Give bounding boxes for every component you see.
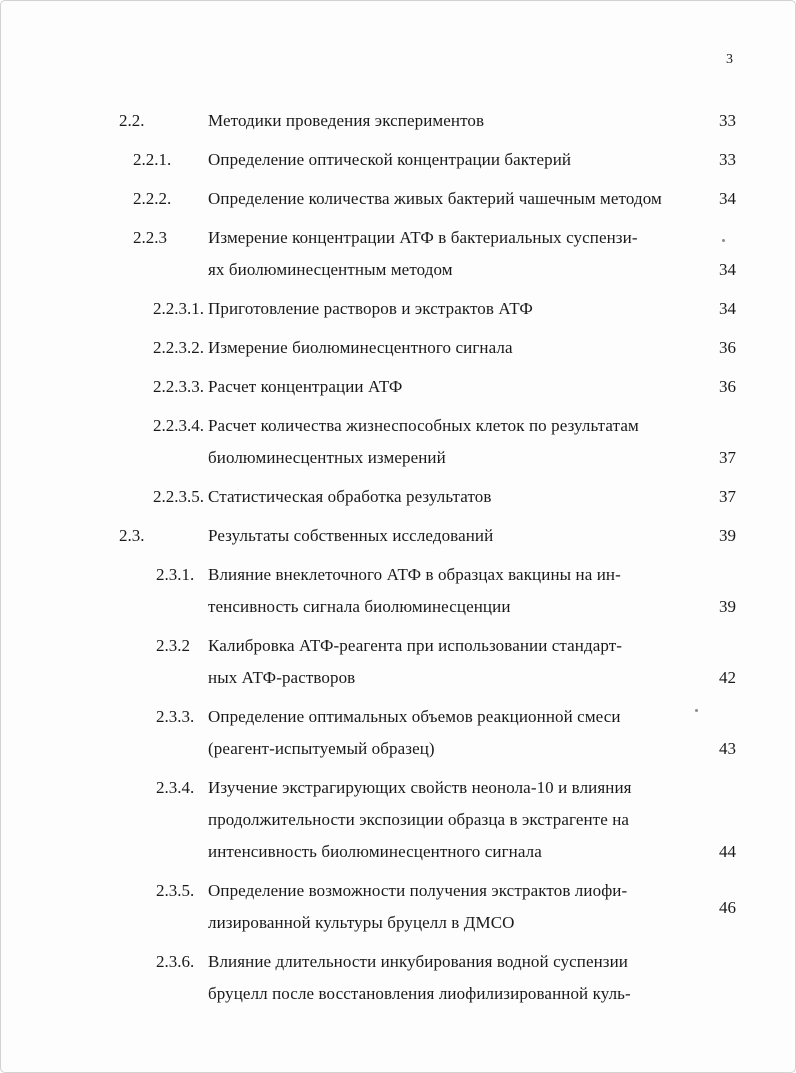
entry-title — [208, 183, 705, 215]
entry-title — [208, 481, 705, 513]
entry-page-ref: 44 — [719, 842, 736, 861]
entry-title — [208, 332, 705, 364]
table-of-contents — [1, 105, 795, 1017]
entry-text-line: продолжительности экспозиции образца в экстрагенте на — [208, 810, 630, 829]
entry-number: 2.3.6. — [156, 952, 195, 971]
entry-number: 2.2.3.5. — [153, 487, 204, 506]
entry-title — [208, 371, 705, 403]
entry-number: 2.3.5. — [156, 881, 195, 900]
entry-page-ref: 34 — [719, 260, 736, 279]
entry-number: 2.2.3.2. — [153, 338, 204, 357]
entry-title — [208, 875, 705, 939]
toc-entry — [1, 183, 795, 215]
entry-title — [208, 410, 705, 474]
entry-text-line: Расчет концентрации АТФ — [208, 377, 403, 396]
scan-artifact-dot — [722, 239, 725, 242]
entry-title — [208, 946, 705, 1010]
page-number: 3 — [726, 52, 733, 67]
entry-title — [208, 559, 705, 623]
entry-text-line: интенсивность биолюминесцентного сигнала — [208, 842, 542, 861]
entry-text-line: бруцелл после восстановления лиофилизированной куль- — [208, 984, 631, 1003]
entry-text-line: (реагент-испытуемый образец) — [208, 739, 435, 758]
entry-number: 2.2.3 — [133, 228, 167, 247]
entry-title — [208, 293, 705, 325]
toc-entry — [1, 222, 795, 286]
entry-title — [208, 222, 705, 286]
entry-text-line: Влияние длительности инкубирования водной суспензии — [208, 952, 628, 971]
entry-page-ref: 34 — [719, 189, 736, 208]
toc-entry — [1, 946, 795, 1010]
entry-number: 2.3.4. — [156, 778, 195, 797]
entry-title — [208, 630, 705, 694]
entry-page-ref: 42 — [719, 668, 736, 687]
entry-text-line: Определение оптимальных объемов реакционной смеси — [208, 707, 621, 726]
entry-title — [208, 701, 705, 765]
entry-text-line: биолюминесцентных измерений — [208, 448, 446, 467]
entry-text-line: лизированной культуры бруцелл в ДМСО — [208, 913, 515, 932]
toc-entry — [1, 105, 795, 137]
entry-text-line: Влияние внеклеточного АТФ в образцах вакцины на ин- — [208, 565, 621, 584]
entry-text-line: Определение количества живых бактерий чашечным методом — [208, 189, 662, 208]
entry-text-line: Расчет количества жизнеспособных клеток по результатам — [208, 416, 639, 435]
entry-title — [208, 772, 705, 868]
entry-text-line: Приготовление растворов и экстрактов АТФ — [208, 299, 533, 318]
entry-text-line: Методики проведения экспериментов — [208, 111, 485, 130]
toc-entry — [1, 559, 795, 623]
toc-entry — [1, 144, 795, 176]
toc-entry — [1, 875, 795, 939]
entry-page-ref: 37 — [719, 448, 736, 467]
toc-entry — [1, 520, 795, 552]
entry-page-ref: 33 — [719, 150, 736, 169]
entry-text-line: Изучение экстрагирующих свойств неонола-10 и влияния — [208, 778, 632, 797]
toc-entry — [1, 701, 795, 765]
entry-text-line: Определение оптической концентрации бактерий — [208, 150, 572, 169]
entry-text-line: Статистическая обработка результатов — [208, 487, 492, 506]
entry-number: 2.2.3.4. — [153, 416, 204, 435]
entry-page-ref: 36 — [719, 377, 736, 396]
entry-page-ref: 36 — [719, 338, 736, 357]
entry-text-line: тенсивность сигнала биолюминесценции — [208, 597, 511, 616]
entry-title — [208, 144, 705, 176]
entry-number: 2.3. — [119, 526, 145, 545]
toc-entry — [1, 371, 795, 403]
toc-entry — [1, 772, 795, 868]
entry-text-line: Измерение концентрации АТФ в бактериальных суспензи- — [208, 228, 638, 247]
entry-number: 2.2.2. — [133, 189, 172, 208]
entry-number: 2.2.3.1. — [153, 299, 204, 318]
entry-text-line: ях биолюминесцентным методом — [208, 260, 453, 279]
entry-number: 2.2. — [119, 111, 145, 130]
entry-number: 2.2.3.3. — [153, 377, 204, 396]
entry-text-line: Измерение биолюминесцентного сигнала — [208, 338, 513, 357]
entry-page-ref: 39 — [719, 597, 736, 616]
entry-page-ref: 34 — [719, 299, 736, 318]
entry-title — [208, 520, 705, 552]
entry-text-line: ных АТФ-растворов — [208, 668, 356, 687]
entry-text-line: Калибровка АТФ-реагента при использовании стандарт- — [208, 636, 623, 655]
entry-text-line: Определение возможности получения экстрактов лиофи- — [208, 881, 628, 900]
entry-number: 2.3.3. — [156, 707, 195, 726]
entry-number: 2.3.2 — [156, 636, 190, 655]
entry-page-ref: 33 — [719, 111, 736, 130]
entry-title — [208, 105, 705, 137]
entry-text-line: Результаты собственных исследований — [208, 526, 494, 545]
entry-number: 2.2.1. — [133, 150, 172, 169]
entry-page-ref: 46 — [719, 898, 736, 917]
scan-artifact-dot — [695, 709, 698, 712]
entry-page-ref: 37 — [719, 487, 736, 506]
toc-entry — [1, 481, 795, 513]
entry-page-ref: 39 — [719, 526, 736, 545]
entry-number: 2.3.1. — [156, 565, 195, 584]
toc-entry — [1, 630, 795, 694]
toc-entry — [1, 332, 795, 364]
toc-entry — [1, 293, 795, 325]
entry-page-ref: 43 — [719, 739, 736, 758]
toc-entry — [1, 410, 795, 474]
